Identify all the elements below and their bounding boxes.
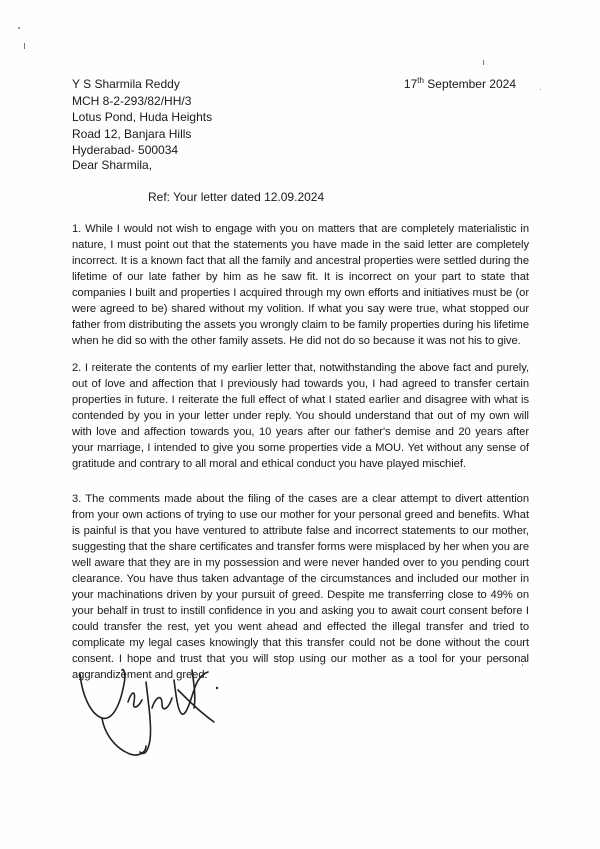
signature-dot [216,687,218,689]
date-day: 17 [403,77,418,91]
paragraph-2: 2. I reiterate the contents of my earlier letter that, notwithstanding the above fact and purely, out of love and affection that I previously had towards you, I had agreed to transfer certain properties in future. I reiterate the full effect of what I stated earlier and disagree with what is contended by you in your letter under reply. You should understand that out of my own will with love and affection towards you, 10 years after our father's demise and 20 years after your marriage, I intended to give you some properties vide a MOU. Yet without any sense of gratitude and contrary to all moral and ethical conduct you have played mischief. [72,362,529,471]
date-month-year: September 2024 [427,77,516,91]
recipient-name: Y S Sharmila Reddy [72,77,180,91]
scan-speck [483,60,484,65]
letter-date [404,76,516,91]
scan-speck [540,89,541,90]
paragraph-1: 1. While I would not wish to engage with you on matters that are completely materialistic in nature, I must point out that the statements you have made in the said letter are completely incorrect. It is a known fact that all the family and ancestral properties were settled during the lifetime of our late father by him as he saw fit. It is incorrect on your part to state that companies I built and properties I acquired through my own efforts and initiatives must be (or were agreed to be) shared without my volition. If what you say were true, what stopped our father from distributing the assets you wrongly claim to be family properties during his lifetime when he did so with the other family assets. He did not do so because it was not his to give. [72,223,529,348]
paragraph-3: 3. The comments made about the filing of the cases are a clear attempt to divert attention from your own actions of trying to use our mother for your personal greed and benefits. What is painful is that you have ventured to attribute false and incorrect statements to our mother, suggesting that the share certificates and transfer forms were misplaced by her when you are well aware that they are in my possession and were never handed over to you pending court clearance. You have thus taken advantage of the circumstances and included our mother in your machinations driven by your pursuit of greed. Despite me transferring close to 49% on your behalf in trust to instill confidence in you and asking you to await court consent before I could transfer the rest, yet you went ahead and effected the illegal transfer and tried to complicate my legal cases knowingly that this transfer could not be done without the court consent. I hope and trust that you will stop using our mother as a tool for your personal aggrandizement and greed. [72,493,529,682]
date-suffix: th [417,76,424,85]
address-line: Hyderabad- 500034 [72,143,179,157]
address-line: Lotus Pond, Huda Heights [72,110,213,124]
handwritten-signature [76,660,226,770]
reference-line: Ref: Your letter dated 12.09.2024 [148,190,325,204]
address-line: Road 12, Banjara Hills [72,126,192,141]
scan-speck [24,43,25,49]
scan-speck [18,27,20,29]
recipient-address [72,76,212,159]
address-line: MCH 8-2-293/82/HH/3 [72,93,192,108]
salutation: Dear Sharmila, [72,158,153,172]
